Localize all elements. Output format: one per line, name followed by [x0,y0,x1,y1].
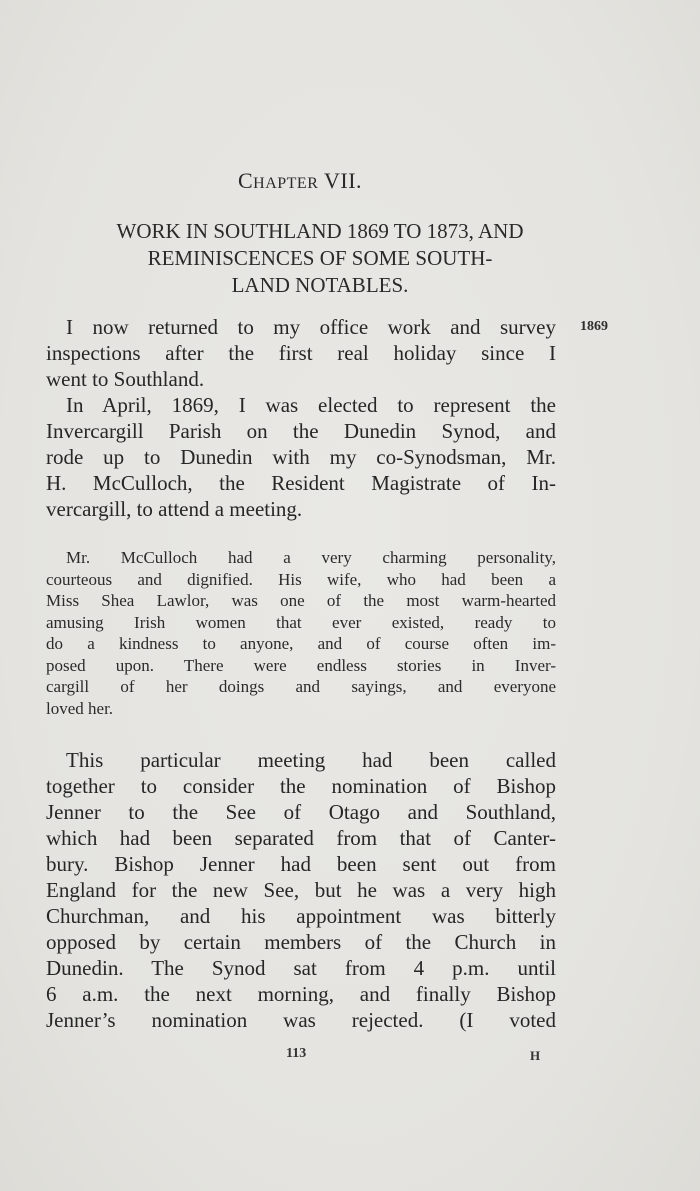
page-number: 113 [286,1046,307,1061]
chapter-initial: C [237,168,254,193]
title-line: REMINISCENCES OF SOME SOUTH- [147,246,493,270]
text-line: together to consider the nomination of Bishop [46,774,556,798]
margin-year-note: 1869 [580,319,608,334]
title-line: LAND NOTABLES. [231,273,409,297]
text-line: Invercargill Parish on the Dunedin Synod, and [46,419,556,443]
text-line: went to Southland. [46,367,205,391]
text-line: rode up to Dunedin with my co-Synodsman, Mr. [46,445,556,469]
chapter-title [40,218,600,299]
note-line: Miss Shea Lawlor, was one of the most warm-hearted [46,591,556,610]
text-line: vercargill, to attend a meeting. [46,497,303,521]
note-line: do a kindness to anyone, and of course often im- [46,634,556,653]
text-line: bury. Bishop Jenner had been sent out from [46,852,556,876]
text-line: which had been separated from that of Canter- [46,826,556,850]
text-line: inspections after the first real holiday since I [46,341,556,365]
note-line: loved her. [46,698,114,718]
title-line: WORK IN SOUTHLAND 1869 TO 1873, AND [116,219,524,243]
chapter-numeral: VII. [323,168,363,193]
text-line: Jenner to the See of Otago and Southland, [46,800,556,824]
paragraph-1 [46,314,556,392]
text-line: opposed by certain members of the Church in [46,930,556,954]
note-line: amusing Irish women that ever existed, ready to [46,612,556,632]
paragraph-2 [46,392,556,522]
text-line: This particular meeting had been called [66,748,556,772]
text-line: H. McCulloch, the Resident Magistrate of In- [46,471,556,495]
text-line: I now returned to my office work and survey [66,315,556,339]
note-line: cargill of her doings and sayings, and everyone [46,677,556,696]
chapter-word: HAPTER [253,175,319,192]
text-line: Jenner’s nomination was rejected. (I voted [46,1008,556,1032]
text-line: 6 a.m. the next morning, and finally Bishop [46,982,556,1006]
note-line: posed upon. There were endless stories in Inver- [46,655,556,675]
text-line: England for the new See, but he was a very high [46,878,556,902]
chapter-heading [0,168,600,194]
signature-mark: H [530,1048,541,1063]
note-line: Mr. McCulloch had a very charming personality, [66,548,556,567]
paragraph-4 [46,747,556,1033]
text-line: Churchman, and his appointment was bitterly [46,904,556,928]
text-line: Dunedin. The Synod sat from 4 p.m. until [46,956,556,980]
text-line: In April, 1869, I was elected to represent the [66,393,556,417]
note-line: courteous and dignified. His wife, who had been a [46,569,556,589]
footnote-paragraph [46,547,556,719]
